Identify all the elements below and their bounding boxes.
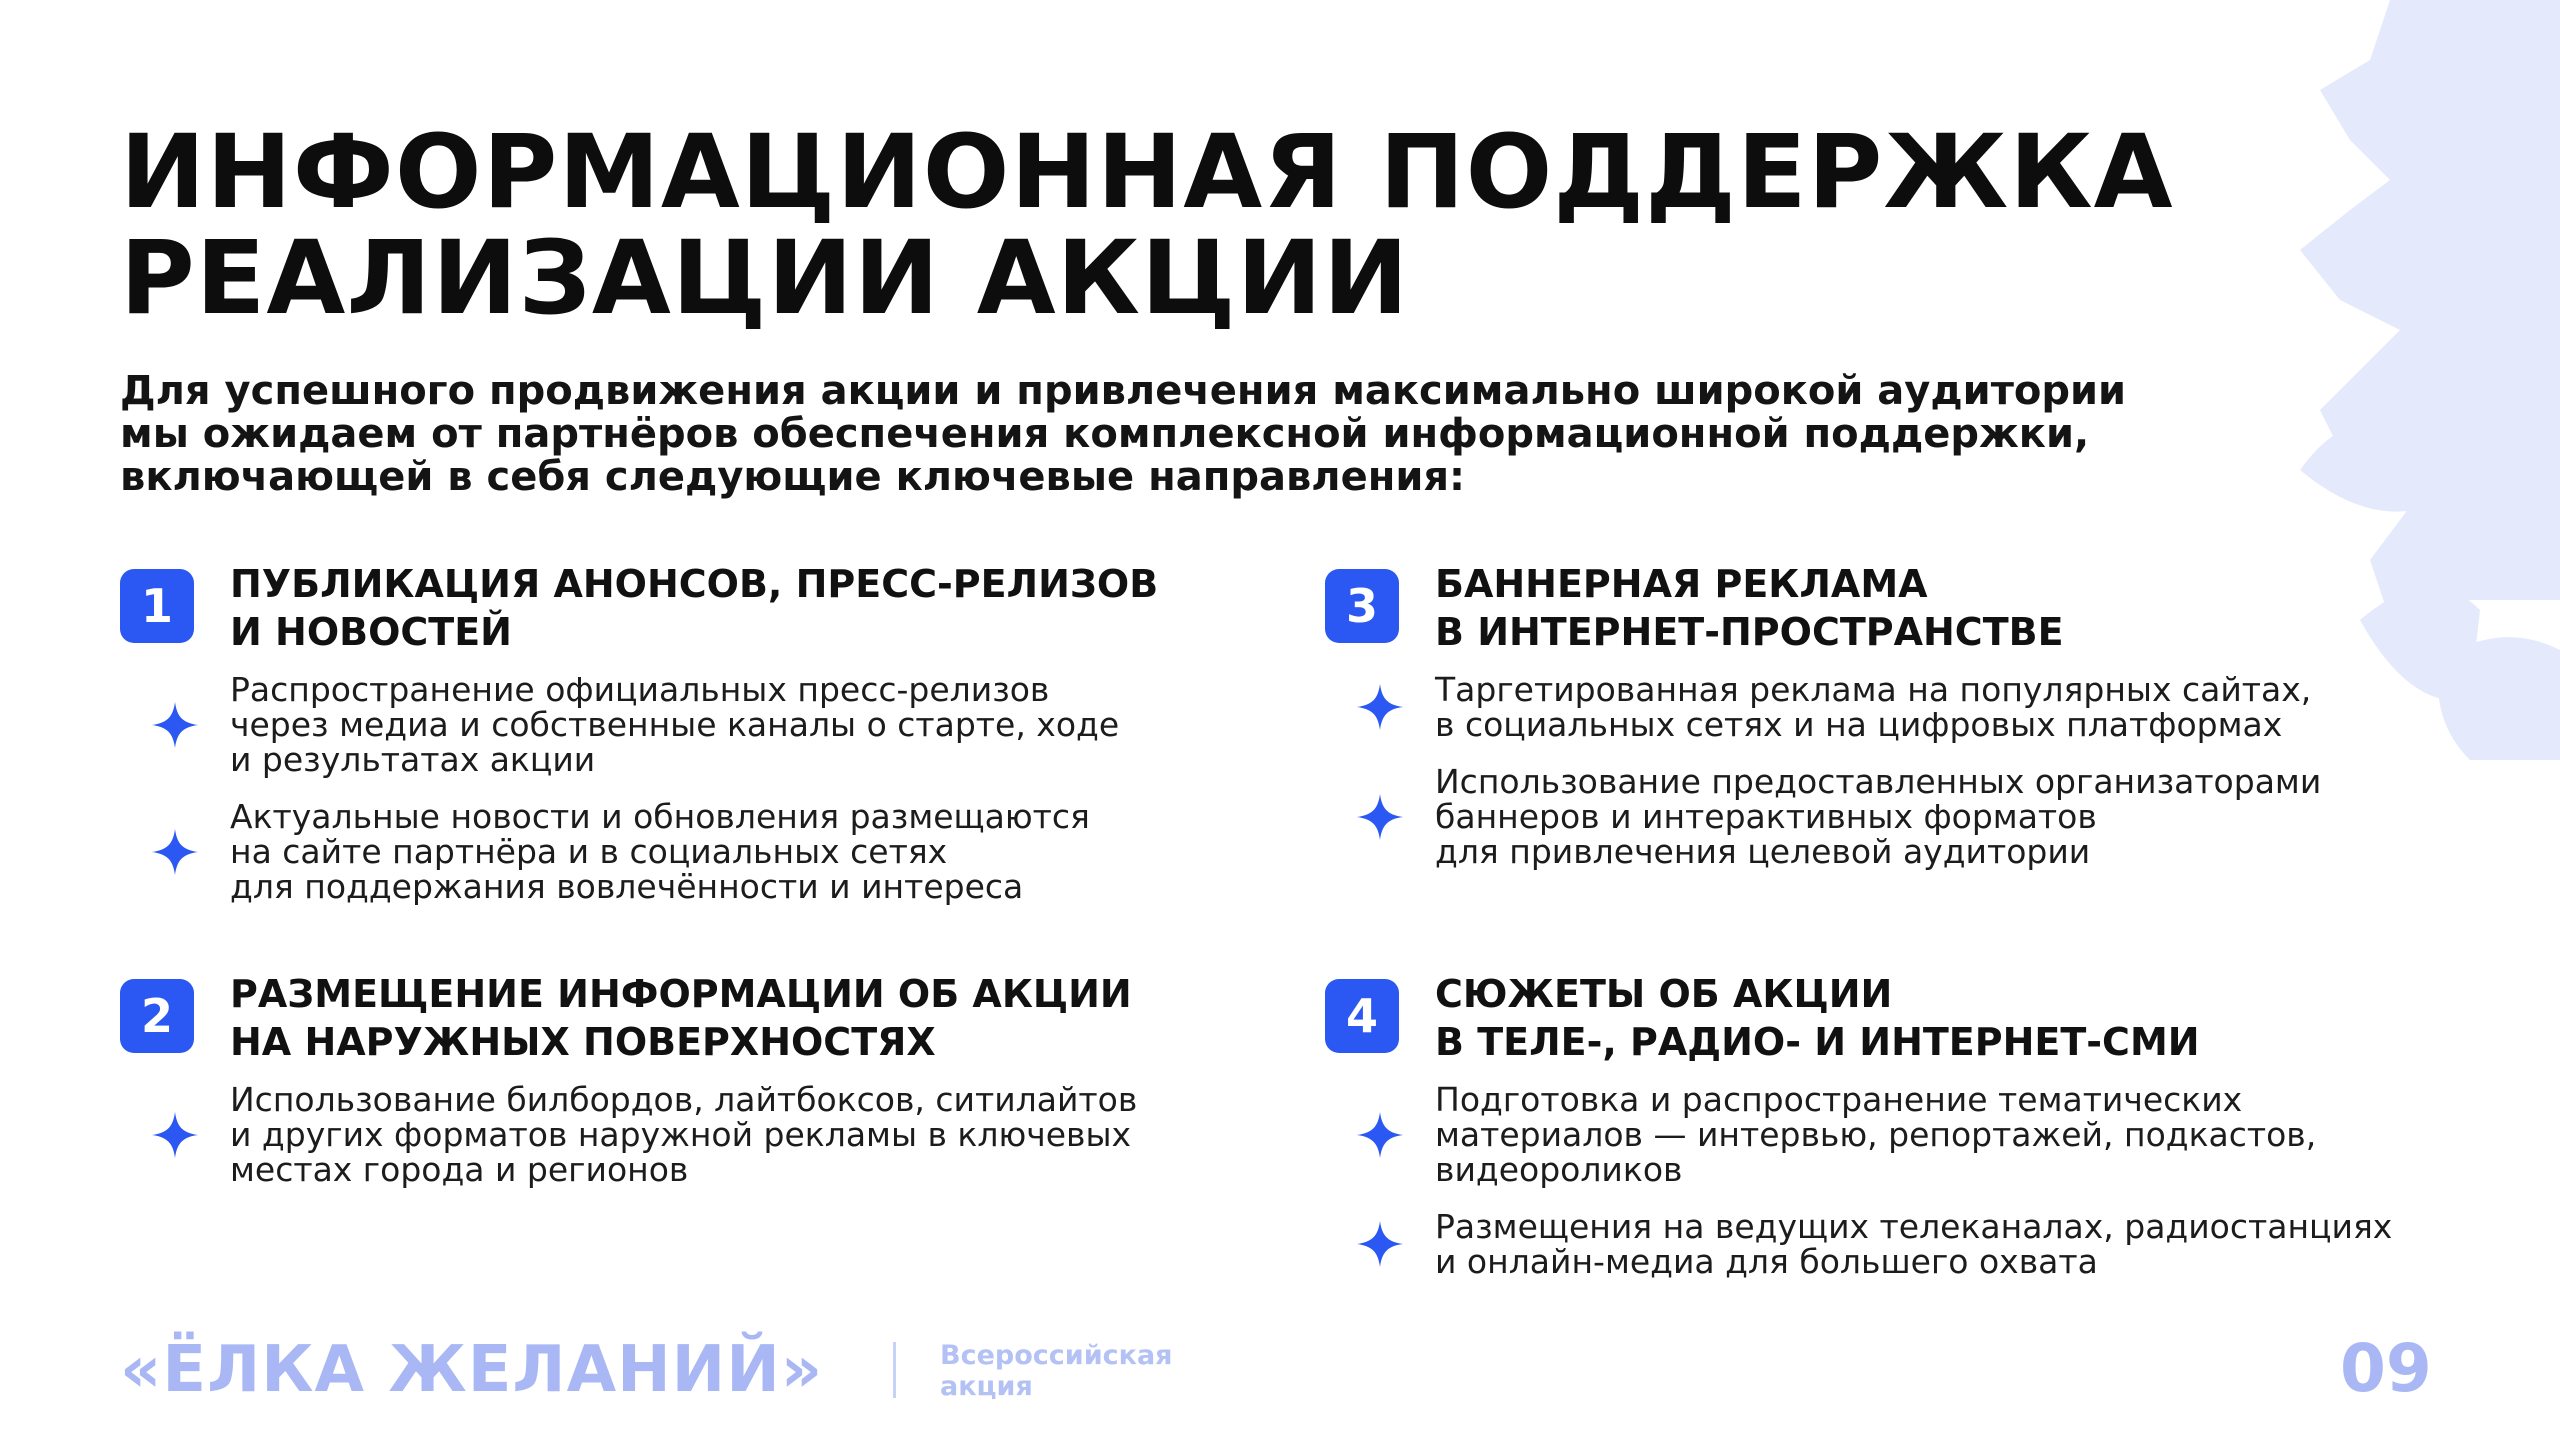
footer-subtitle-line: Всероссийская bbox=[940, 1340, 1173, 1371]
bullet-text-line: Подготовка и распространение тематических bbox=[1435, 1080, 2243, 1119]
bullet-text-line: Использование предоставленных организаторами bbox=[1435, 762, 2322, 801]
bullet-text bbox=[1435, 672, 2505, 742]
bullet-text-line: на сайте партнёра и в социальных сетях bbox=[230, 832, 948, 871]
section-number-badge: 1 bbox=[120, 569, 194, 643]
bullet-item bbox=[120, 799, 1300, 904]
bullet-text-line: для поддержания вовлечённости и интереса bbox=[230, 867, 1024, 906]
bullet-item bbox=[1325, 1082, 2505, 1187]
section-title-line: В ТЕЛЕ-, РАДИО- И ИНТЕРНЕТ-СМИ bbox=[1435, 1020, 2200, 1064]
intro-line: Для успешного продвижения акции и привлечения максимально широкой аудитории bbox=[120, 368, 2127, 414]
bullet-item bbox=[120, 672, 1300, 777]
bullet-text-line: материалов — интервью, репортажей, подкастов, bbox=[1435, 1115, 2317, 1154]
bullet-text-line: местах города и регионов bbox=[230, 1150, 689, 1189]
section-number-badge: 4 bbox=[1325, 979, 1399, 1053]
section-title-line: ПУБЛИКАЦИЯ АНОНСОВ, ПРЕСС-РЕЛИЗОВ bbox=[230, 562, 1159, 606]
footer-subtitle bbox=[940, 1340, 1173, 1402]
section-title-line: В ИНТЕРНЕТ-ПРОСТРАНСТВЕ bbox=[1435, 610, 2064, 654]
page-number: 09 bbox=[2340, 1330, 2432, 1407]
bullet-text-line: и онлайн-медиа для большего охвата bbox=[1435, 1242, 2098, 1281]
section-title bbox=[230, 970, 1310, 1066]
bullet-text-line: и результатах акции bbox=[230, 740, 596, 779]
bullet-text-line: баннеров и интерактивных форматов bbox=[1435, 797, 2097, 836]
page-title bbox=[120, 113, 2240, 338]
bullet-text-line: Распространение официальных пресс-релизов bbox=[230, 670, 1050, 709]
bullet-text bbox=[230, 672, 1300, 777]
bullet-text-line: и других форматов наружной рекламы в ключевых bbox=[230, 1115, 1132, 1154]
bullet-text-line: Таргетированная реклама на популярных сайтах, bbox=[1435, 670, 2312, 709]
sparkle-star-icon bbox=[1355, 792, 1405, 842]
bullet-text-line: Размещения на ведущих телеканалах, радиостанциях bbox=[1435, 1207, 2393, 1246]
bullet-list bbox=[1325, 672, 2505, 891]
sparkle-star-icon bbox=[150, 700, 200, 750]
section-number-badge: 2 bbox=[120, 979, 194, 1053]
footer-divider bbox=[893, 1342, 896, 1398]
bullet-list bbox=[1325, 1082, 2505, 1301]
section-title-line: СЮЖЕТЫ ОБ АКЦИИ bbox=[1435, 972, 1893, 1016]
bullet-text bbox=[1435, 764, 2505, 869]
section-title bbox=[1435, 970, 2515, 1066]
bullet-text bbox=[1435, 1082, 2505, 1187]
bullet-text bbox=[230, 799, 1300, 904]
sparkle-star-icon bbox=[1355, 1110, 1405, 1160]
section-title-line: БАННЕРНАЯ РЕКЛАМА bbox=[1435, 562, 1928, 606]
bullet-list bbox=[120, 1082, 1300, 1209]
bullet-list bbox=[120, 672, 1300, 926]
bullet-item bbox=[1325, 672, 2505, 742]
bullet-item bbox=[120, 1082, 1300, 1187]
section-title bbox=[230, 560, 1310, 656]
section-title-line: И НОВОСТЕЙ bbox=[230, 610, 512, 654]
bullet-text bbox=[230, 1082, 1300, 1187]
page-title-line: ИНФОРМАЦИОННАЯ ПОДДЕРЖКА bbox=[120, 113, 2174, 232]
bullet-text-line: в социальных сетях и на цифровых платформах bbox=[1435, 705, 2283, 744]
sparkle-star-icon bbox=[150, 827, 200, 877]
page-title-line: РЕАЛИЗАЦИИ АКЦИИ bbox=[120, 219, 1410, 338]
footer-brand-logo: «ЁЛКА ЖЕЛАНИЙ» bbox=[120, 1333, 824, 1407]
section-title-line: НА НАРУЖНЫХ ПОВЕРХНОСТЯХ bbox=[230, 1020, 936, 1064]
section-title-line: РАЗМЕЩЕНИЕ ИНФОРМАЦИИ ОБ АКЦИИ bbox=[230, 972, 1132, 1016]
sparkle-star-icon bbox=[1355, 1219, 1405, 1269]
bullet-text-line: видеороликов bbox=[1435, 1150, 1683, 1189]
bullet-text-line: Использование билбордов, лайтбоксов, ситилайтов bbox=[230, 1080, 1138, 1119]
intro-line: мы ожидаем от партнёров обеспечения комплексной информационной поддержки, bbox=[120, 411, 2090, 457]
sparkle-star-icon bbox=[1355, 682, 1405, 732]
footer-subtitle-line: акция bbox=[940, 1371, 1033, 1402]
bullet-item bbox=[1325, 764, 2505, 869]
intro-paragraph bbox=[120, 370, 2170, 499]
bullet-item bbox=[1325, 1209, 2505, 1279]
bullet-text-line: через медиа и собственные каналы о старте, ходе bbox=[230, 705, 1120, 744]
sparkle-star-icon bbox=[150, 1110, 200, 1160]
bullet-text-line: для привлечения целевой аудитории bbox=[1435, 832, 2091, 871]
intro-line: включающей в себя следующие ключевые направления: bbox=[120, 454, 1466, 500]
bullet-text-line: Актуальные новости и обновления размещаются bbox=[230, 797, 1090, 836]
section-number-badge: 3 bbox=[1325, 569, 1399, 643]
section-title bbox=[1435, 560, 2515, 656]
bullet-text bbox=[1435, 1209, 2505, 1279]
